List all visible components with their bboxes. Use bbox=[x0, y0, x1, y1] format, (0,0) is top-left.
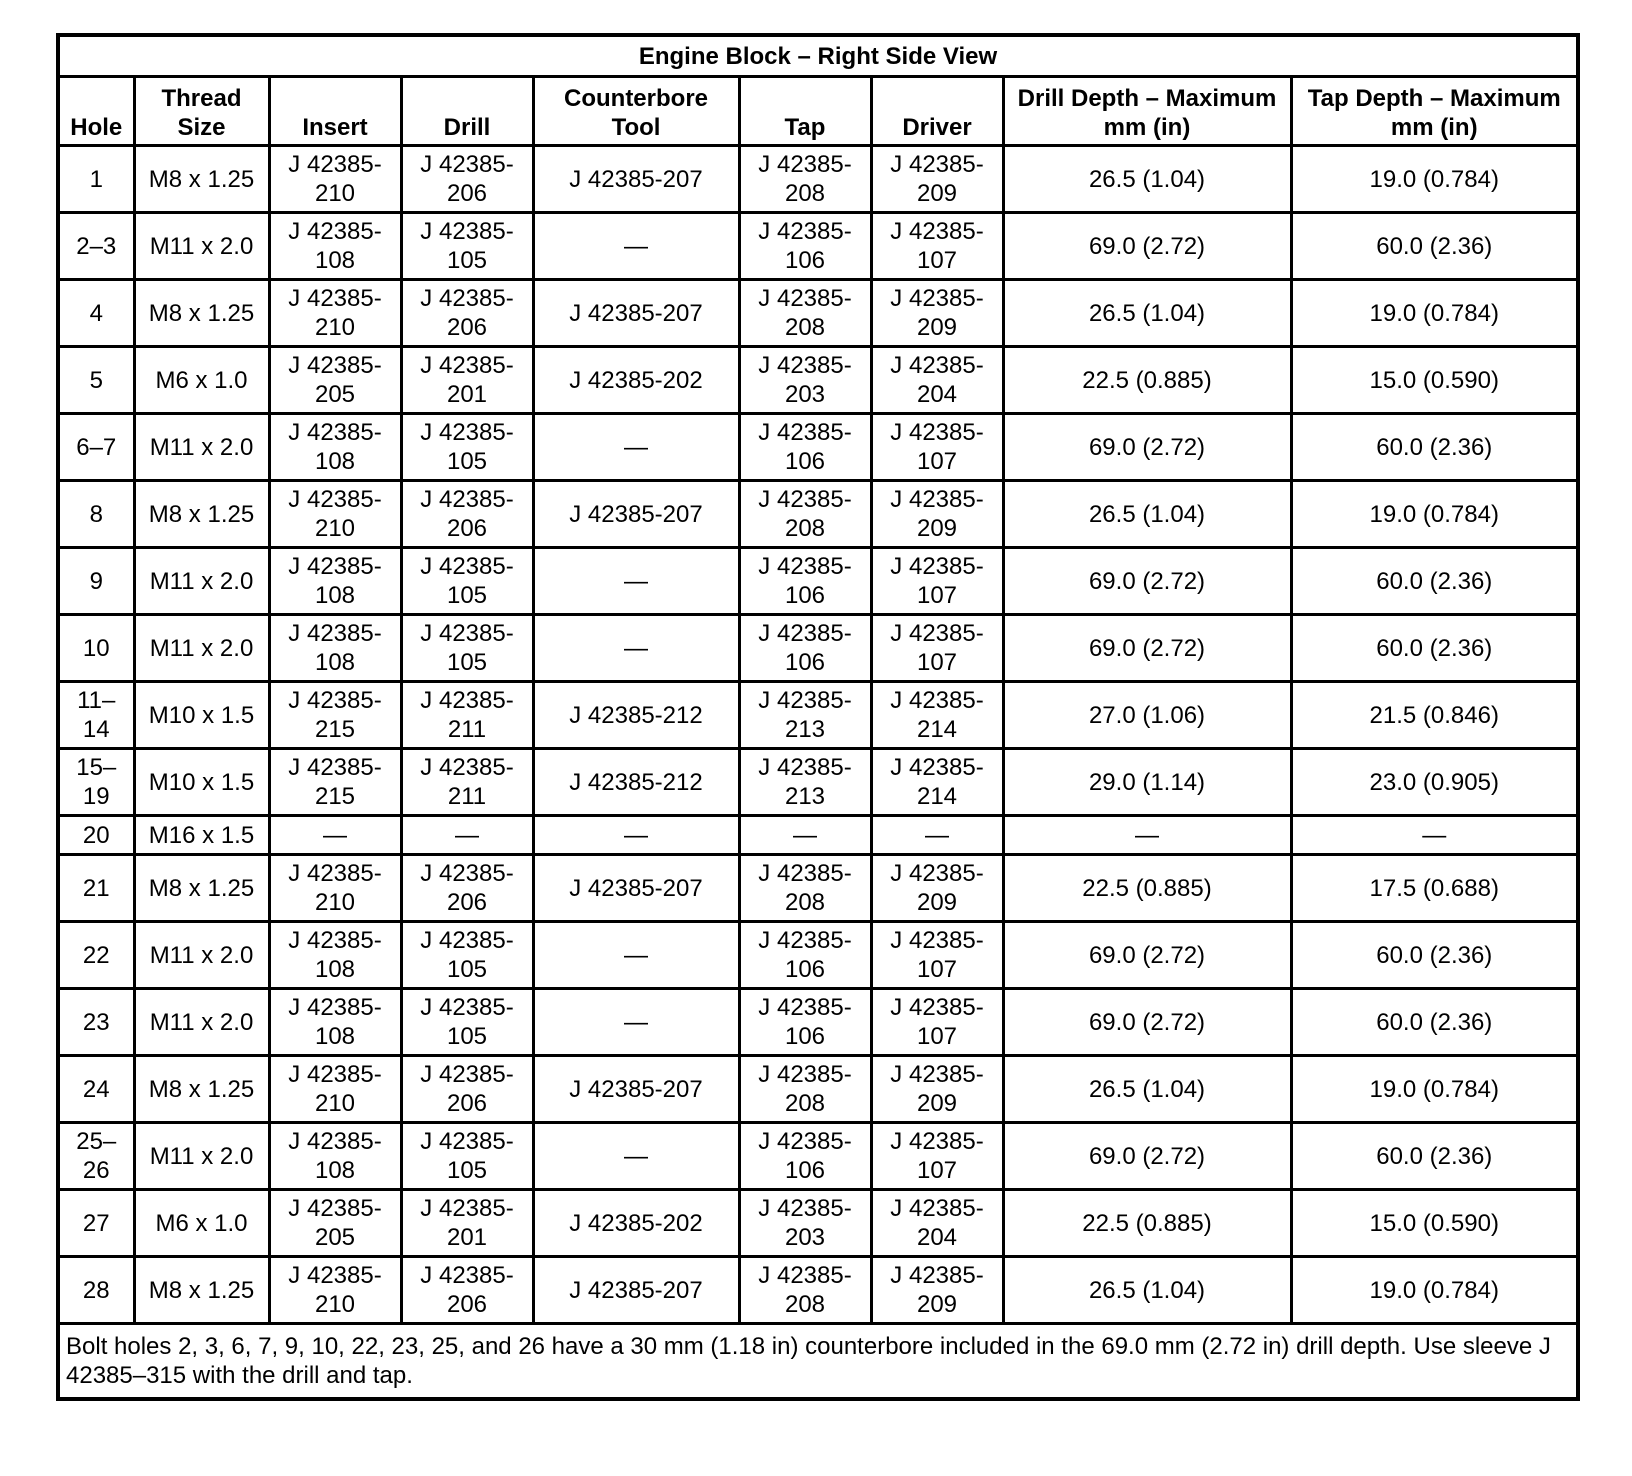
cell-drill-depth: — bbox=[1003, 816, 1291, 855]
table-row bbox=[58, 1056, 1578, 1123]
cell-drill: J 42385-206 bbox=[401, 855, 533, 922]
header-tap-depth: Tap Depth – Maximum mm (in) bbox=[1291, 77, 1578, 146]
cell-tap: — bbox=[739, 816, 871, 855]
cell-thread-size: M11 x 2.0 bbox=[134, 213, 269, 280]
cell-counterbore-tool: J 42385-207 bbox=[533, 280, 739, 347]
cell-tap-depth: 60.0 (2.36) bbox=[1291, 213, 1578, 280]
table-row bbox=[58, 1257, 1578, 1324]
header-drill: Drill bbox=[401, 77, 533, 146]
cell-drill-depth: 69.0 (2.72) bbox=[1003, 615, 1291, 682]
table-row bbox=[58, 1123, 1578, 1190]
cell-insert: J 42385-108 bbox=[269, 1123, 401, 1190]
cell-drill-depth: 69.0 (2.72) bbox=[1003, 1123, 1291, 1190]
table-row bbox=[58, 548, 1578, 615]
cell-drill-depth: 26.5 (1.04) bbox=[1003, 481, 1291, 548]
cell-drill: — bbox=[401, 816, 533, 855]
cell-insert: J 42385-210 bbox=[269, 481, 401, 548]
cell-driver: J 42385-204 bbox=[871, 347, 1003, 414]
cell-insert: J 42385-210 bbox=[269, 1056, 401, 1123]
cell-tap-depth: 19.0 (0.784) bbox=[1291, 146, 1578, 213]
table-row bbox=[58, 749, 1578, 816]
cell-tap: J 42385-213 bbox=[739, 682, 871, 749]
cell-counterbore-tool: J 42385-207 bbox=[533, 481, 739, 548]
cell-drill-depth: 69.0 (2.72) bbox=[1003, 548, 1291, 615]
cell-tap-depth: 60.0 (2.36) bbox=[1291, 548, 1578, 615]
cell-tap: J 42385-106 bbox=[739, 548, 871, 615]
cell-insert: J 42385-205 bbox=[269, 347, 401, 414]
cell-drill-depth: 22.5 (0.885) bbox=[1003, 1190, 1291, 1257]
cell-tap: J 42385-203 bbox=[739, 347, 871, 414]
cell-drill: J 42385-206 bbox=[401, 481, 533, 548]
cell-drill-depth: 29.0 (1.14) bbox=[1003, 749, 1291, 816]
cell-drill: J 42385-105 bbox=[401, 548, 533, 615]
cell-insert: J 42385-215 bbox=[269, 682, 401, 749]
cell-thread-size: M11 x 2.0 bbox=[134, 615, 269, 682]
cell-hole: 28 bbox=[58, 1257, 134, 1324]
cell-hole: 20 bbox=[58, 816, 134, 855]
table-row bbox=[58, 922, 1578, 989]
cell-driver: J 42385-107 bbox=[871, 414, 1003, 481]
cell-drill: J 42385-206 bbox=[401, 280, 533, 347]
cell-counterbore-tool: — bbox=[533, 816, 739, 855]
cell-hole: 24 bbox=[58, 1056, 134, 1123]
cell-counterbore-tool: J 42385-207 bbox=[533, 1056, 739, 1123]
table-footnote: Bolt holes 2, 3, 6, 7, 9, 10, 22, 23, 25, and 26 have a 30 mm (1.18 in) counterbore included in the 69.0 mm (2.72 in) drill depth. Use sleeve J 42385–315 with the drill and tap. bbox=[58, 1324, 1578, 1400]
cell-driver: J 42385-204 bbox=[871, 1190, 1003, 1257]
cell-insert: J 42385-108 bbox=[269, 548, 401, 615]
cell-driver: J 42385-107 bbox=[871, 548, 1003, 615]
cell-thread-size: M6 x 1.0 bbox=[134, 347, 269, 414]
cell-drill: J 42385-201 bbox=[401, 1190, 533, 1257]
cell-driver: J 42385-107 bbox=[871, 1123, 1003, 1190]
cell-thread-size: M16 x 1.5 bbox=[134, 816, 269, 855]
cell-drill-depth: 26.5 (1.04) bbox=[1003, 1257, 1291, 1324]
cell-tap-depth: 23.0 (0.905) bbox=[1291, 749, 1578, 816]
cell-counterbore-tool: — bbox=[533, 989, 739, 1056]
header-counterbore-tool: Counterbore Tool bbox=[533, 77, 739, 146]
cell-driver: J 42385-214 bbox=[871, 682, 1003, 749]
cell-drill: J 42385-206 bbox=[401, 1056, 533, 1123]
cell-tap: J 42385-213 bbox=[739, 749, 871, 816]
cell-tap: J 42385-106 bbox=[739, 213, 871, 280]
cell-tap-depth: 19.0 (0.784) bbox=[1291, 481, 1578, 548]
cell-drill: J 42385-105 bbox=[401, 1123, 533, 1190]
cell-drill: J 42385-206 bbox=[401, 1257, 533, 1324]
cell-driver: J 42385-107 bbox=[871, 989, 1003, 1056]
cell-tap-depth: 15.0 (0.590) bbox=[1291, 347, 1578, 414]
cell-counterbore-tool: J 42385-202 bbox=[533, 1190, 739, 1257]
cell-counterbore-tool: J 42385-202 bbox=[533, 347, 739, 414]
cell-hole: 8 bbox=[58, 481, 134, 548]
cell-drill: J 42385-105 bbox=[401, 989, 533, 1056]
header-tap: Tap bbox=[739, 77, 871, 146]
cell-tap-depth: 17.5 (0.688) bbox=[1291, 855, 1578, 922]
cell-driver: J 42385-209 bbox=[871, 1257, 1003, 1324]
table-row bbox=[58, 280, 1578, 347]
cell-tap-depth: 15.0 (0.590) bbox=[1291, 1190, 1578, 1257]
cell-driver: J 42385-209 bbox=[871, 855, 1003, 922]
table-title-row bbox=[58, 35, 1578, 77]
cell-tap-depth: 19.0 (0.784) bbox=[1291, 1056, 1578, 1123]
table-title: Engine Block – Right Side View bbox=[58, 35, 1578, 77]
table-row bbox=[58, 855, 1578, 922]
cell-tap: J 42385-208 bbox=[739, 855, 871, 922]
table-row bbox=[58, 146, 1578, 213]
cell-insert: J 42385-108 bbox=[269, 989, 401, 1056]
cell-insert: J 42385-205 bbox=[269, 1190, 401, 1257]
cell-driver: J 42385-107 bbox=[871, 615, 1003, 682]
cell-counterbore-tool: — bbox=[533, 922, 739, 989]
cell-tap: J 42385-208 bbox=[739, 1257, 871, 1324]
header-hole: Hole bbox=[58, 77, 134, 146]
cell-driver: J 42385-107 bbox=[871, 213, 1003, 280]
cell-insert: J 42385-210 bbox=[269, 146, 401, 213]
cell-counterbore-tool: — bbox=[533, 1123, 739, 1190]
table-row bbox=[58, 816, 1578, 855]
cell-counterbore-tool: J 42385-212 bbox=[533, 749, 739, 816]
cell-drill: J 42385-105 bbox=[401, 414, 533, 481]
cell-drill-depth: 27.0 (1.06) bbox=[1003, 682, 1291, 749]
table-row bbox=[58, 414, 1578, 481]
cell-thread-size: M10 x 1.5 bbox=[134, 749, 269, 816]
cell-tap-depth: 21.5 (0.846) bbox=[1291, 682, 1578, 749]
cell-drill: J 42385-105 bbox=[401, 615, 533, 682]
table-row bbox=[58, 347, 1578, 414]
cell-drill-depth: 69.0 (2.72) bbox=[1003, 213, 1291, 280]
table-row bbox=[58, 213, 1578, 280]
cell-insert: J 42385-108 bbox=[269, 615, 401, 682]
cell-hole: 11–14 bbox=[58, 682, 134, 749]
cell-insert: J 42385-108 bbox=[269, 213, 401, 280]
cell-hole: 1 bbox=[58, 146, 134, 213]
cell-drill: J 42385-211 bbox=[401, 682, 533, 749]
table-body bbox=[58, 146, 1578, 1324]
cell-drill-depth: 26.5 (1.04) bbox=[1003, 146, 1291, 213]
cell-tap: J 42385-208 bbox=[739, 481, 871, 548]
cell-insert: J 42385-215 bbox=[269, 749, 401, 816]
header-thread-size: Thread Size bbox=[134, 77, 269, 146]
cell-driver: J 42385-209 bbox=[871, 1056, 1003, 1123]
cell-hole: 21 bbox=[58, 855, 134, 922]
cell-drill: J 42385-201 bbox=[401, 347, 533, 414]
cell-thread-size: M8 x 1.25 bbox=[134, 481, 269, 548]
cell-tap-depth: 19.0 (0.784) bbox=[1291, 1257, 1578, 1324]
cell-drill-depth: 22.5 (0.885) bbox=[1003, 855, 1291, 922]
cell-drill: J 42385-211 bbox=[401, 749, 533, 816]
table-row bbox=[58, 481, 1578, 548]
cell-thread-size: M11 x 2.0 bbox=[134, 548, 269, 615]
cell-tap: J 42385-106 bbox=[739, 1123, 871, 1190]
cell-hole: 22 bbox=[58, 922, 134, 989]
cell-hole: 27 bbox=[58, 1190, 134, 1257]
cell-driver: J 42385-209 bbox=[871, 481, 1003, 548]
cell-drill: J 42385-105 bbox=[401, 213, 533, 280]
cell-thread-size: M11 x 2.0 bbox=[134, 922, 269, 989]
cell-hole: 15–19 bbox=[58, 749, 134, 816]
cell-insert: J 42385-108 bbox=[269, 414, 401, 481]
cell-thread-size: M11 x 2.0 bbox=[134, 989, 269, 1056]
cell-thread-size: M11 x 2.0 bbox=[134, 1123, 269, 1190]
cell-driver: J 42385-209 bbox=[871, 146, 1003, 213]
cell-counterbore-tool: — bbox=[533, 548, 739, 615]
cell-driver: J 42385-107 bbox=[871, 922, 1003, 989]
cell-counterbore-tool: — bbox=[533, 615, 739, 682]
table-row bbox=[58, 1190, 1578, 1257]
cell-tap: J 42385-208 bbox=[739, 146, 871, 213]
cell-insert: J 42385-210 bbox=[269, 1257, 401, 1324]
cell-tap: J 42385-106 bbox=[739, 922, 871, 989]
engine-block-spec-table bbox=[56, 33, 1580, 1401]
cell-drill-depth: 69.0 (2.72) bbox=[1003, 989, 1291, 1056]
cell-thread-size: M8 x 1.25 bbox=[134, 1257, 269, 1324]
cell-tap-depth: 60.0 (2.36) bbox=[1291, 1123, 1578, 1190]
cell-tap-depth: 60.0 (2.36) bbox=[1291, 989, 1578, 1056]
cell-insert: — bbox=[269, 816, 401, 855]
table-header-row bbox=[58, 77, 1578, 146]
cell-tap: J 42385-106 bbox=[739, 989, 871, 1056]
cell-thread-size: M11 x 2.0 bbox=[134, 414, 269, 481]
cell-tap: J 42385-208 bbox=[739, 1056, 871, 1123]
cell-hole: 2–3 bbox=[58, 213, 134, 280]
cell-hole: 9 bbox=[58, 548, 134, 615]
cell-tap-depth: 19.0 (0.784) bbox=[1291, 280, 1578, 347]
footnote-row bbox=[58, 1324, 1578, 1400]
cell-hole: 5 bbox=[58, 347, 134, 414]
cell-driver: J 42385-209 bbox=[871, 280, 1003, 347]
cell-insert: J 42385-210 bbox=[269, 280, 401, 347]
cell-tap: J 42385-106 bbox=[739, 414, 871, 481]
cell-hole: 10 bbox=[58, 615, 134, 682]
cell-counterbore-tool: — bbox=[533, 213, 739, 280]
cell-drill-depth: 26.5 (1.04) bbox=[1003, 1056, 1291, 1123]
table-row bbox=[58, 682, 1578, 749]
header-drill-depth: Drill Depth – Maximum mm (in) bbox=[1003, 77, 1291, 146]
cell-thread-size: M6 x 1.0 bbox=[134, 1190, 269, 1257]
cell-tap: J 42385-106 bbox=[739, 615, 871, 682]
cell-thread-size: M8 x 1.25 bbox=[134, 280, 269, 347]
cell-hole: 23 bbox=[58, 989, 134, 1056]
cell-insert: J 42385-210 bbox=[269, 855, 401, 922]
cell-drill-depth: 22.5 (0.885) bbox=[1003, 347, 1291, 414]
cell-tap-depth: — bbox=[1291, 816, 1578, 855]
cell-tap-depth: 60.0 (2.36) bbox=[1291, 414, 1578, 481]
cell-tap: J 42385-203 bbox=[739, 1190, 871, 1257]
cell-tap: J 42385-208 bbox=[739, 280, 871, 347]
cell-hole: 4 bbox=[58, 280, 134, 347]
cell-counterbore-tool: J 42385-207 bbox=[533, 1257, 739, 1324]
cell-tap-depth: 60.0 (2.36) bbox=[1291, 922, 1578, 989]
header-driver: Driver bbox=[871, 77, 1003, 146]
cell-counterbore-tool: — bbox=[533, 414, 739, 481]
cell-counterbore-tool: J 42385-207 bbox=[533, 855, 739, 922]
header-insert: Insert bbox=[269, 77, 401, 146]
table-row bbox=[58, 989, 1578, 1056]
cell-insert: J 42385-108 bbox=[269, 922, 401, 989]
cell-counterbore-tool: J 42385-212 bbox=[533, 682, 739, 749]
cell-counterbore-tool: J 42385-207 bbox=[533, 146, 739, 213]
cell-thread-size: M10 x 1.5 bbox=[134, 682, 269, 749]
cell-drill-depth: 69.0 (2.72) bbox=[1003, 414, 1291, 481]
cell-driver: — bbox=[871, 816, 1003, 855]
cell-thread-size: M8 x 1.25 bbox=[134, 146, 269, 213]
cell-drill-depth: 69.0 (2.72) bbox=[1003, 922, 1291, 989]
cell-driver: J 42385-214 bbox=[871, 749, 1003, 816]
cell-drill: J 42385-105 bbox=[401, 922, 533, 989]
cell-drill: J 42385-206 bbox=[401, 146, 533, 213]
cell-thread-size: M8 x 1.25 bbox=[134, 855, 269, 922]
cell-thread-size: M8 x 1.25 bbox=[134, 1056, 269, 1123]
cell-hole: 6–7 bbox=[58, 414, 134, 481]
cell-drill-depth: 26.5 (1.04) bbox=[1003, 280, 1291, 347]
table-row bbox=[58, 615, 1578, 682]
cell-tap-depth: 60.0 (2.36) bbox=[1291, 615, 1578, 682]
cell-hole: 25–26 bbox=[58, 1123, 134, 1190]
